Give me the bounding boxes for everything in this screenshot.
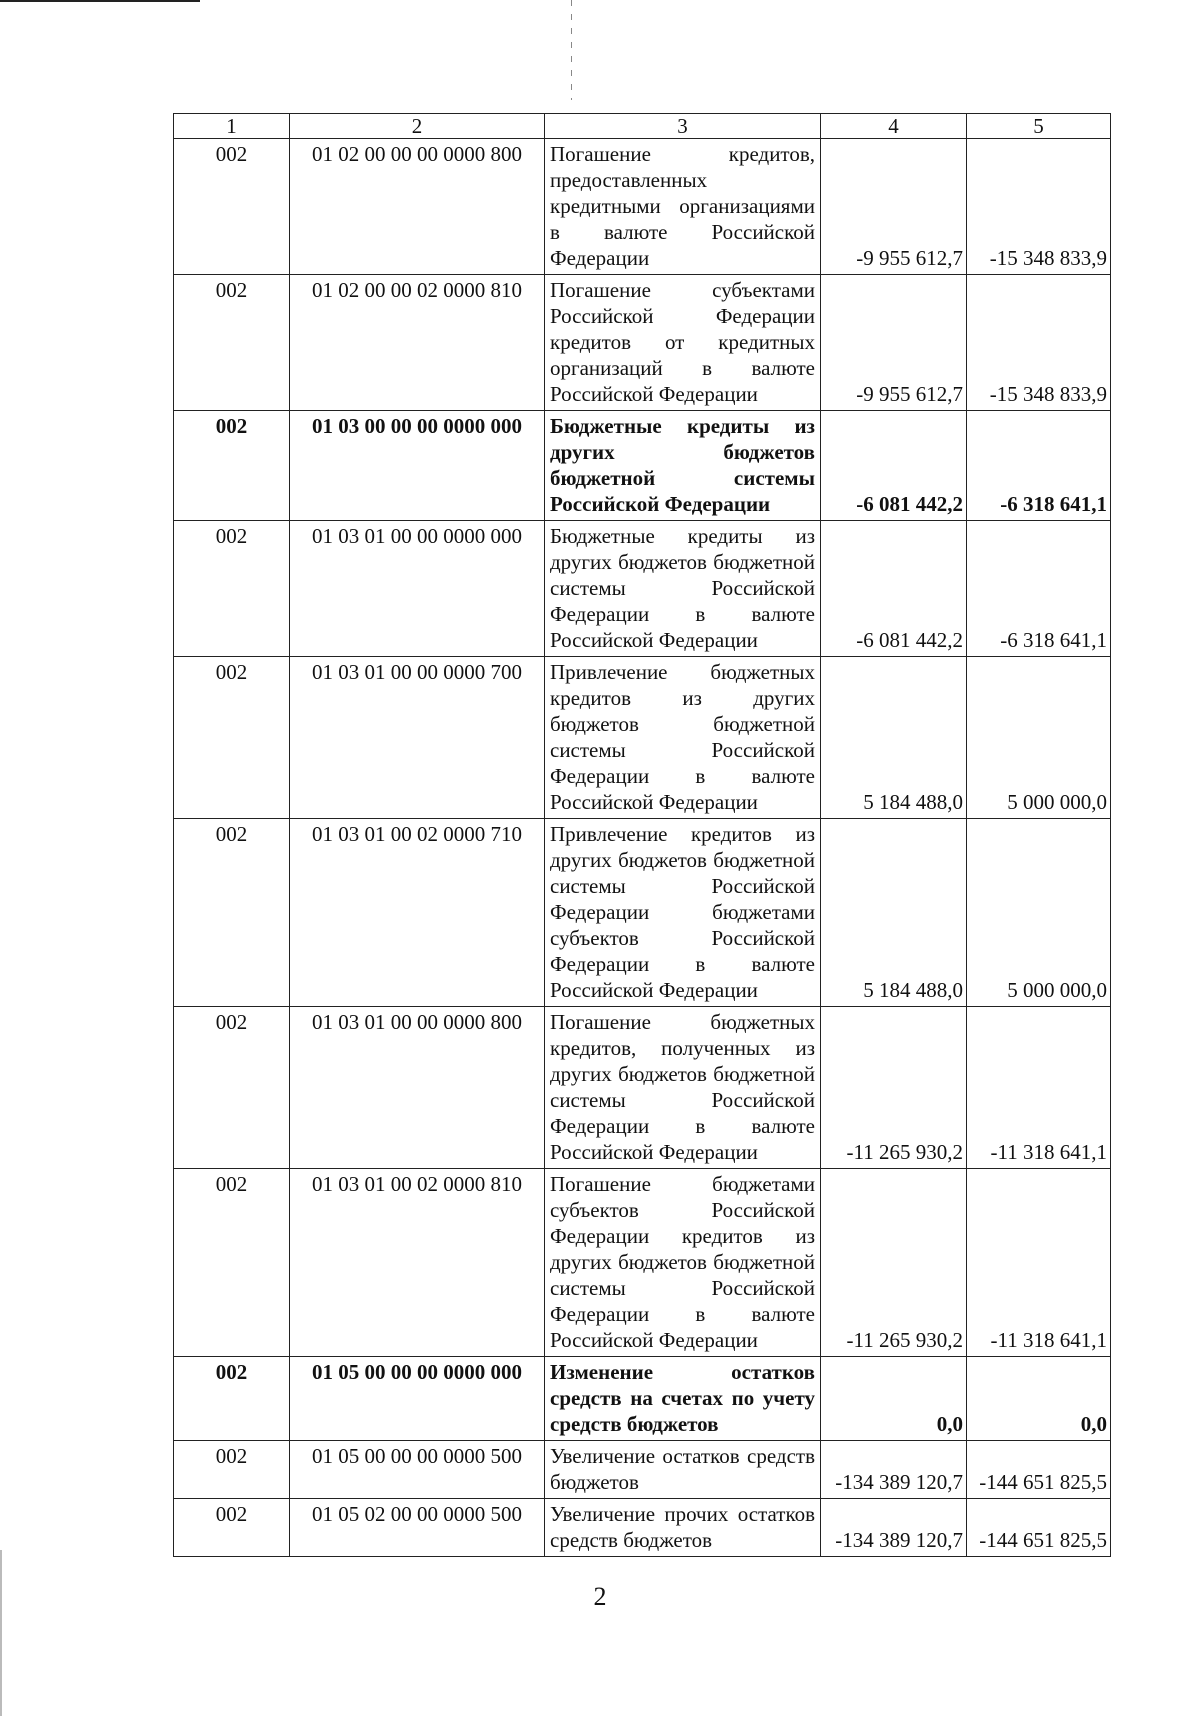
classification-code-cell: 01 03 00 00 00 0000 000 [290, 411, 545, 521]
source-name-cell [545, 139, 821, 275]
source-name-text: Погашение бюджетами субъектов Российской Федерации кредитов из других бюджетов бюджетной системы Российской Федерации в валюте Российской Федерации [550, 1172, 815, 1352]
table-row [174, 1499, 1111, 1557]
amount-2018-cell: -6 081 442,2 [821, 521, 967, 657]
amount-2018-cell: 5 184 488,0 [821, 819, 967, 1007]
admin-code-cell: 002 [174, 139, 290, 275]
source-name-text: Погашение субъектами Российской Федерации кредитов от кредитных организаций в валюте Российской Федерации [550, 278, 815, 406]
source-name-cell [545, 657, 821, 819]
amount-2019-cell: -6 318 641,1 [967, 521, 1111, 657]
admin-code-cell: 002 [174, 1441, 290, 1499]
source-name-cell [545, 1357, 821, 1441]
page-number: 2 [593, 1582, 607, 1611]
amount-2018-cell: -11 265 930,2 [821, 1007, 967, 1169]
source-name-text: Бюджетные кредиты из других бюджетов бюджетной системы Российской Федерации в валюте Российской Федерации [550, 524, 815, 652]
table-row [174, 521, 1111, 657]
amount-2019-cell: 5 000 000,0 [967, 819, 1111, 1007]
source-name-cell [545, 819, 821, 1007]
table-row [174, 1441, 1111, 1499]
table-row [174, 1169, 1111, 1357]
source-name-text: Привлечение кредитов из других бюджетов бюджетной системы Российской Федерации бюджетами субъектов Российской Федерации в валюте Российской Федерации [550, 822, 815, 1002]
amount-2018-cell: 5 184 488,0 [821, 657, 967, 819]
amount-2019-cell: -144 651 825,5 [967, 1499, 1111, 1557]
source-name-text: Погашение бюджетных кредитов, полученных из других бюджетов бюджетной системы Российской Федерации в валюте Российской Федерации [550, 1010, 815, 1164]
amount-2018-cell: -9 955 612,7 [821, 275, 967, 411]
source-name-text: Бюджетные кредиты из других бюджетов бюджетной системы Российской Федерации [550, 414, 815, 516]
table-row [174, 657, 1111, 819]
admin-code-cell: 002 [174, 1007, 290, 1169]
table-row [174, 139, 1111, 275]
table-row [174, 411, 1111, 521]
column-number-1: 1 [174, 114, 290, 139]
source-name-text: Увеличение прочих остатков средств бюджетов [550, 1502, 815, 1552]
admin-code-cell: 002 [174, 411, 290, 521]
scan-fold-mark [571, 0, 572, 100]
classification-code-cell: 01 03 01 00 02 0000 810 [290, 1169, 545, 1357]
amount-2019-cell: -11 318 641,1 [967, 1007, 1111, 1169]
classification-code-cell: 01 03 01 00 00 0000 000 [290, 521, 545, 657]
amount-2019-cell: -144 651 825,5 [967, 1441, 1111, 1499]
source-name-text: Изменение остатков средств на счетах по учету средств бюджетов [550, 1360, 815, 1436]
classification-code-cell: 01 05 00 00 00 0000 000 [290, 1357, 545, 1441]
table-row [174, 1357, 1111, 1441]
classification-code-cell: 01 03 01 00 00 0000 700 [290, 657, 545, 819]
classification-code-cell: 01 02 00 00 00 0000 800 [290, 139, 545, 275]
source-name-cell [545, 521, 821, 657]
source-name-text: Увеличение остатков средств бюджетов [550, 1444, 815, 1494]
admin-code-cell: 002 [174, 819, 290, 1007]
table-row [174, 819, 1111, 1007]
admin-code-cell: 002 [174, 1169, 290, 1357]
column-number-3: 3 [545, 114, 821, 139]
source-name-cell [545, 1441, 821, 1499]
classification-code-cell: 01 05 02 00 00 0000 500 [290, 1499, 545, 1557]
admin-code-cell: 002 [174, 657, 290, 819]
source-name-text: Привлечение бюджетных кредитов из других бюджетов бюджетной системы Российской Федерации в валюте Российской Федерации [550, 660, 815, 814]
amount-2019-cell: 0,0 [967, 1357, 1111, 1441]
source-name-cell [545, 1007, 821, 1169]
scan-edge-left [0, 1550, 2, 1716]
table-row [174, 275, 1111, 411]
amount-2018-cell: -11 265 930,2 [821, 1169, 967, 1357]
amount-2018-cell: -134 389 120,7 [821, 1441, 967, 1499]
admin-code-cell: 002 [174, 1357, 290, 1441]
source-name-cell [545, 1499, 821, 1557]
amount-2018-cell: -134 389 120,7 [821, 1499, 967, 1557]
classification-code-cell: 01 03 01 00 00 0000 800 [290, 1007, 545, 1169]
amount-2019-cell: -11 318 641,1 [967, 1169, 1111, 1357]
amount-2018-cell: 0,0 [821, 1357, 967, 1441]
classification-code-cell: 01 05 00 00 00 0000 500 [290, 1441, 545, 1499]
table-row [174, 1007, 1111, 1169]
column-number-row [174, 114, 1111, 139]
amount-2018-cell: -9 955 612,7 [821, 139, 967, 275]
amount-2019-cell: 5 000 000,0 [967, 657, 1111, 819]
amount-2019-cell: -6 318 641,1 [967, 411, 1111, 521]
source-name-text: Погашение кредитов, предоставленных кредитными организациями в валюте Российской Федерации [550, 142, 815, 270]
column-number-5: 5 [967, 114, 1111, 139]
amount-2018-cell: -6 081 442,2 [821, 411, 967, 521]
amount-2019-cell: -15 348 833,9 [967, 275, 1111, 411]
source-name-cell [545, 411, 821, 521]
admin-code-cell: 002 [174, 521, 290, 657]
source-name-cell [545, 275, 821, 411]
column-number-4: 4 [821, 114, 967, 139]
admin-code-cell: 002 [174, 275, 290, 411]
admin-code-cell: 002 [174, 1499, 290, 1557]
amount-2019-cell: -15 348 833,9 [967, 139, 1111, 275]
classification-code-cell: 01 02 00 00 02 0000 810 [290, 275, 545, 411]
scan-edge-line [0, 0, 200, 2]
source-name-cell [545, 1169, 821, 1357]
classification-code-cell: 01 03 01 00 02 0000 710 [290, 819, 545, 1007]
budget-sources-table [173, 113, 1111, 1557]
column-number-2: 2 [290, 114, 545, 139]
